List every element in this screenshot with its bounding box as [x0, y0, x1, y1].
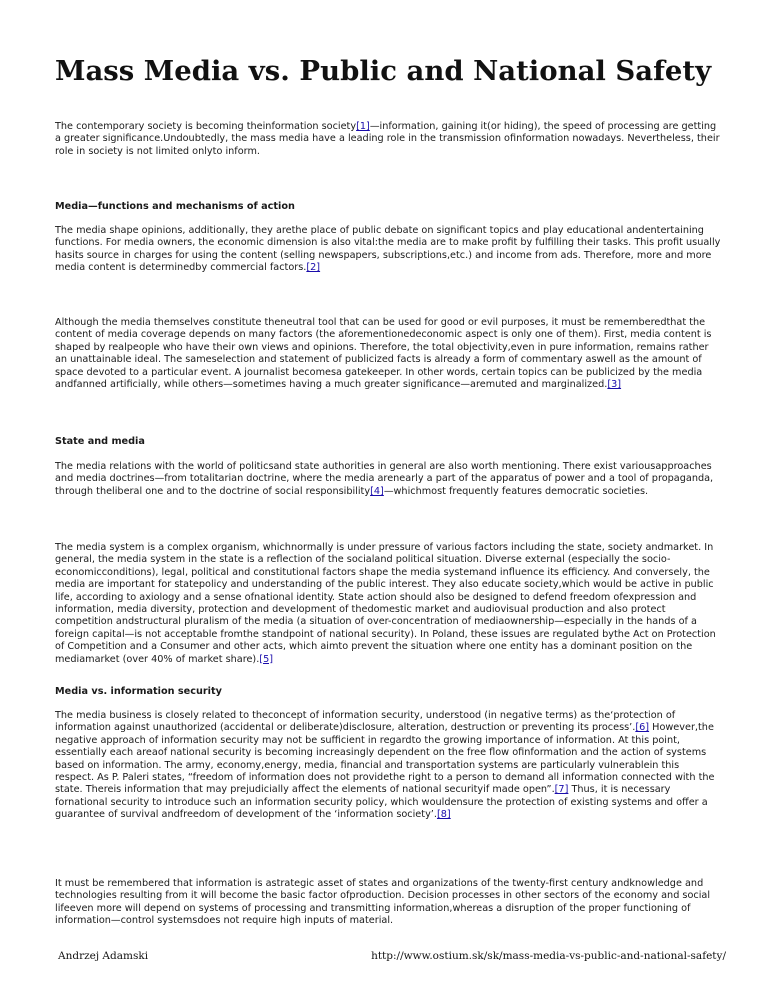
section3-p1-block — [55, 710, 721, 822]
intro-paragraph — [55, 121, 721, 158]
section3-heading-block — [55, 686, 721, 698]
page-footer — [58, 950, 724, 962]
footnote-link-5[interactable]: [5] — [259, 653, 274, 665]
section1-p1-text: The media shape opinions, additionally, they arethe place of public debate on significant topics and play educational andentertaining functions. For media owners, the economic dimension is also vital:the media are to make profit by fulfilling their tasks. This profit usually hasits source in charges for using the content (selling newspapers, subscriptions,etc.) and income from ads. Therefore, more and more media content is determinedby commercial factors. — [55, 225, 721, 274]
footnote-link-7[interactable]: [7] — [554, 784, 569, 796]
intro-text-a: The contemporary society is becoming theinformation society — [55, 121, 357, 132]
footnote-link-2[interactable]: [2] — [306, 262, 321, 274]
section2-p2-block — [55, 542, 721, 666]
footnote-link-1[interactable]: [1] — [356, 121, 370, 132]
section3-p1a-text: The media business is closely related to theconcept of information security, understood (in negative terms) as the‘protection of information against unauthorized (accidental or deliberate)disclosure, alteration, destruction or preventing its process’. — [55, 710, 676, 734]
intro-paragraph-block — [55, 121, 721, 158]
footnote-link-8[interactable]: [8] — [436, 809, 451, 821]
section-heading-state: State and media — [55, 436, 145, 447]
section3-p2-block — [55, 878, 721, 928]
section3-p1c-text: Thus, it is necessary fornational security to introduce such an information security policy, which wouldensure the protection of existing systems and offer a guarantee of survival andfreedom of development of the ‘information society’. — [55, 784, 708, 821]
section2-p1b-text: —whichmost frequently features democratic societies. — [383, 485, 649, 497]
footnote-link-3[interactable]: [3] — [607, 379, 622, 391]
section3-paragraph-2: It must be remembered that information is astrategic asset of states and organizations of the twenty-first century andknowledge and technologies resulting from it will become the basic factor ofproduction. Decision processes in other sectors of the economy and social lifeeven more will depend on systems of processing and transmitting information,whereas a disruption of the proper functioning of information—control systemsdoes not require high inputs of material. — [55, 878, 711, 927]
intro-text-b: —information, gaining it(or hiding), the speed of processing are getting a greater significance.Undoubtedly, the mass media have a leading role in the transmission ofinformation nowadays. Nevertheless, their role in society is not limited onlyto inform. — [55, 121, 720, 157]
section1-p2-block — [55, 317, 721, 391]
footer-author: Andrzej Adamski — [58, 950, 149, 962]
section2-paragraph-1 — [55, 461, 721, 498]
section1-heading-block — [55, 201, 721, 213]
section1-paragraph-2 — [55, 317, 721, 391]
footer-url: http://www.ostium.sk/sk/mass-media-vs-public-and-national-safety/ — [371, 950, 726, 962]
section1-p1-block — [55, 225, 721, 275]
footnote-link-4[interactable]: [4] — [370, 485, 384, 497]
section2-heading-block — [55, 436, 721, 448]
section3-p1b-text: However,the negative approach of information security may not be sufficient in regardto the growing importance of information. At this point, essentially each areaof national security is becoming increasingly dependent on the free flow ofinformation and the action of systems based on information. The army, economy,energy, media, financial and transportation systems are particularly vulnerablein this respect. As P. Paleri states, “freedom of information does not providethe right to a person to demand all information connected with the state. Thereis information that may prejudicially affect the elements of national securityif made open”. — [55, 722, 715, 796]
section2-p1-block — [55, 461, 721, 498]
section2-p1a-text: The media relations with the world of politicsand state authorities in general are also worth mentioning. There exist variousapproaches and media doctrines—from totalitarian doctrine, where the media arenearly a part of the apparatus of power and a tool of propaganda, through theliberal one and to the doctrine of social responsibility — [55, 461, 714, 497]
section2-p2-text: The media system is a complex organism, whichnormally is under pressure of various factors including the state, society andmarket. In general, the media system in the state is a reflection of the socialand political situation. Diverse external (especially the socio-economicconditions), legal, political and constitutional factors shape the media systemand influence its efficiency. And conversely, the media are important for statepolicy and understanding of the public interest. They also educate society,which would be active in public life, according to axiology and a sense ofnational identity. State action should also be designed to defend freedom ofexpression and information, media diversity, protection and development of thedomestic market and audiovisual production and also protect competition andstructural pluralism of the media (a situation of over-concentration of mediaownership—especially in the hands of a foreign capital—is not acceptable fromthe standpoint of national security). In Poland, these issues are regulated bythe Act on Protection of Competition and a Consumer and other acts, which aimto prevent the situation where one entity has a dominant position on the mediamarket (over 40% of market share). — [55, 542, 716, 665]
footnote-link-6[interactable]: [6] — [635, 722, 650, 734]
section-heading-information-security: Media vs. information security — [55, 686, 222, 697]
section1-p2-text: Although the media themselves constitute theneutral tool that can be used for good or evil purposes, it must be rememberedthat the content of media coverage depends on many factors (the aforementionedeconomic aspect is only one of them). First, media content is shaped by realpeople who have their own views and opinions. Therefore, the total objectivity,even in pure information, remains rather an unattainable ideal. The sameselection and statement of publicized facts is already a form of commentary aswell as the amount of space devoted to a particular event. A journalist becomesa gatekeeper. In other words, certain topics can be publicized by the media andfanned artificially, while others—sometimes having a much greater significance—aremuted and marginalized. — [55, 317, 712, 391]
section1-paragraph-1 — [55, 225, 721, 275]
section-heading-functions: Media—functions and mechanisms of action — [55, 201, 295, 212]
section3-paragraph-1 — [55, 710, 721, 822]
section2-paragraph-2 — [55, 542, 721, 666]
page-title: Mass Media vs. Public and National Safety — [55, 55, 712, 87]
